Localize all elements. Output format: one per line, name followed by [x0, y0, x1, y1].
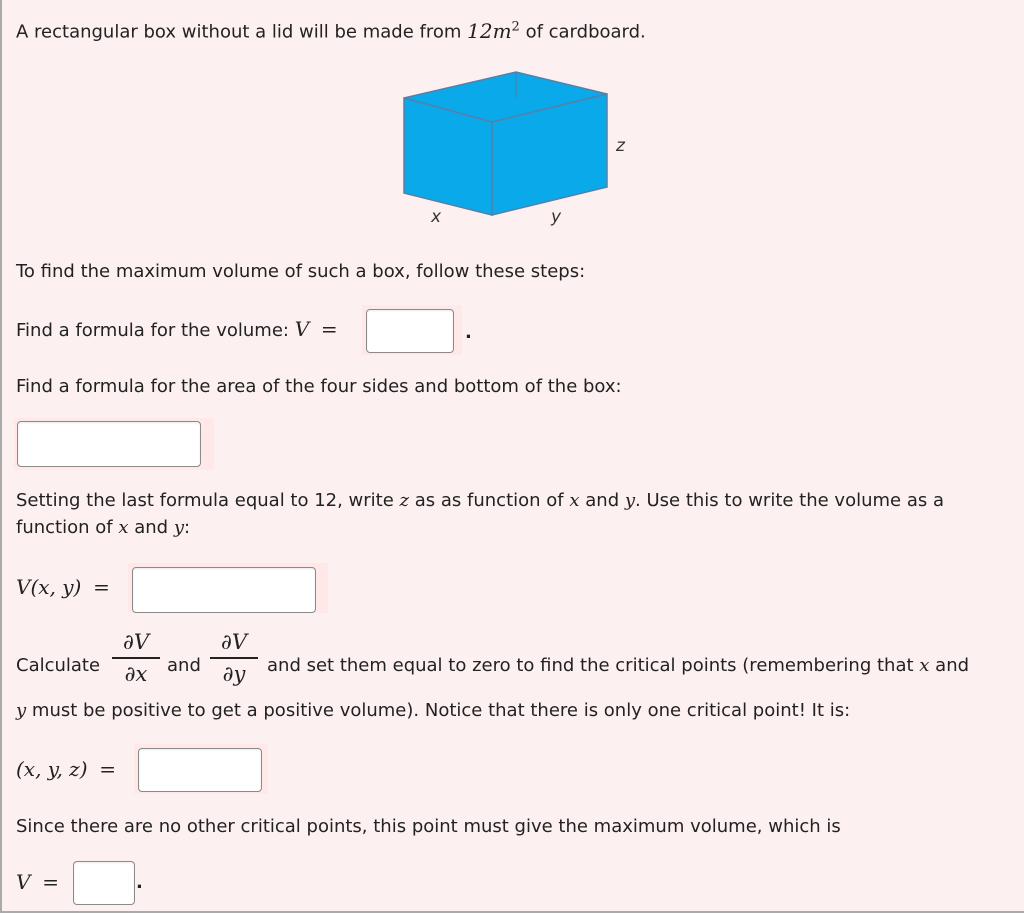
label-x: x [431, 207, 442, 227]
label-y: y [551, 207, 562, 227]
volume-eq: = [320, 317, 338, 341]
max-volume-lhs: V = [16, 870, 59, 894]
area-answer-input[interactable] [17, 421, 201, 467]
max-volume-prompt: Since there are no other critical points, this point must give the maximum volume, which is [16, 816, 841, 837]
volume-lhs: V [294, 317, 310, 341]
critical-prompt-line2: y must be positive to get a positive volume). Notice that there is only one critical point! It is: [16, 700, 851, 721]
function-answer-input[interactable] [132, 567, 316, 613]
volume-answer-input[interactable] [366, 309, 454, 353]
box-figure [395, 65, 645, 235]
critical-prompt-line1: and set them equal to zero to find the critical points (remembering that x and [267, 655, 970, 676]
left-border [0, 0, 2, 913]
cardboard-amount: $12m^2$ [467, 18, 520, 43]
function-prompt-line2: function of x and y: [16, 517, 191, 538]
partial-v-partial-x: ∂V ∂x [112, 630, 160, 686]
partial-v-partial-y: ∂V ∂y [210, 630, 258, 686]
volume-period: . [465, 322, 472, 343]
intro-text [16, 14, 646, 46]
and-label: and [167, 655, 201, 676]
label-z: z [616, 136, 625, 156]
volume-prompt: Find a formula for the volume: V = [16, 317, 338, 341]
max-volume-period: . [136, 872, 143, 893]
intro-prefix: A rectangular box without a lid will be made from [16, 21, 462, 43]
intro-suffix: of cardboard. [525, 21, 646, 43]
steps-intro: To find the maximum volume of such a box, follow these steps: [16, 261, 586, 282]
area-prompt: Find a formula for the area of the four sides and bottom of the box: [16, 376, 622, 397]
max-volume-answer-input[interactable] [73, 861, 135, 905]
function-lhs: V(x, y) = [16, 575, 110, 599]
function-prompt-line1: Setting the last formula equal to 12, write z as as function of x and y. Use this to write the volume as a [16, 490, 944, 511]
critical-point-lhs: (x, y, z) = [16, 757, 116, 781]
calculate-label: Calculate [16, 655, 101, 676]
critical-point-answer-input[interactable] [138, 748, 262, 792]
